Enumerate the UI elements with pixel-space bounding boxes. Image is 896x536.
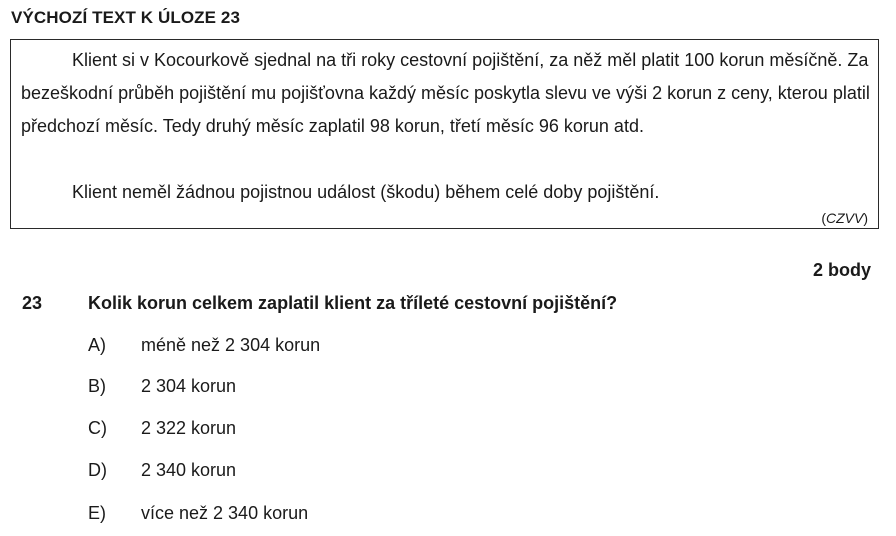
option-letter: C)	[88, 418, 107, 438]
option-text: 2 322 korun	[141, 418, 237, 438]
source-paragraph-2: Klient neměl žádnou pojistnou událost (škodu) během celé doby pojištění.	[72, 182, 660, 202]
option-text: 2 340 korun	[141, 460, 237, 480]
option-letter: A)	[88, 335, 106, 355]
source-attribution	[821, 210, 868, 226]
option-letter: D)	[88, 460, 107, 480]
question-number: 23	[22, 293, 43, 313]
question-points: 2 body	[812, 260, 871, 280]
source-text-box	[10, 39, 879, 229]
option-text: 2 304 korun	[141, 376, 237, 396]
source-paragraph-1: Klient si v Kocourkově sjednal na tři roky cestovní pojištění, za něž měl platit 100 korun měsíčně. Za bezeškodní průběh pojištění mu pojišťovna každý měsíc poskytla slevu ve výši 2 korun z ceny, kterou platil předchozí měsíc. Tedy druhý měsíc zaplatil 98 korun, třetí měsíc 96 korun atd.	[21, 50, 870, 136]
source-close-paren: )	[863, 210, 868, 226]
question-text: Kolik korun celkem zaplatil klient za tříleté cestovní pojištění?	[88, 293, 618, 313]
section-heading: VÝCHOZÍ TEXT K ÚLOZE 23	[11, 8, 240, 27]
option-text: méně než 2 304 korun	[141, 335, 321, 355]
option-letter: E)	[88, 503, 106, 523]
source-name: CZVV	[825, 210, 864, 226]
option-letter: B)	[88, 376, 106, 396]
source-open-paren: (	[821, 210, 826, 226]
option-text: více než 2 340 korun	[141, 503, 309, 523]
